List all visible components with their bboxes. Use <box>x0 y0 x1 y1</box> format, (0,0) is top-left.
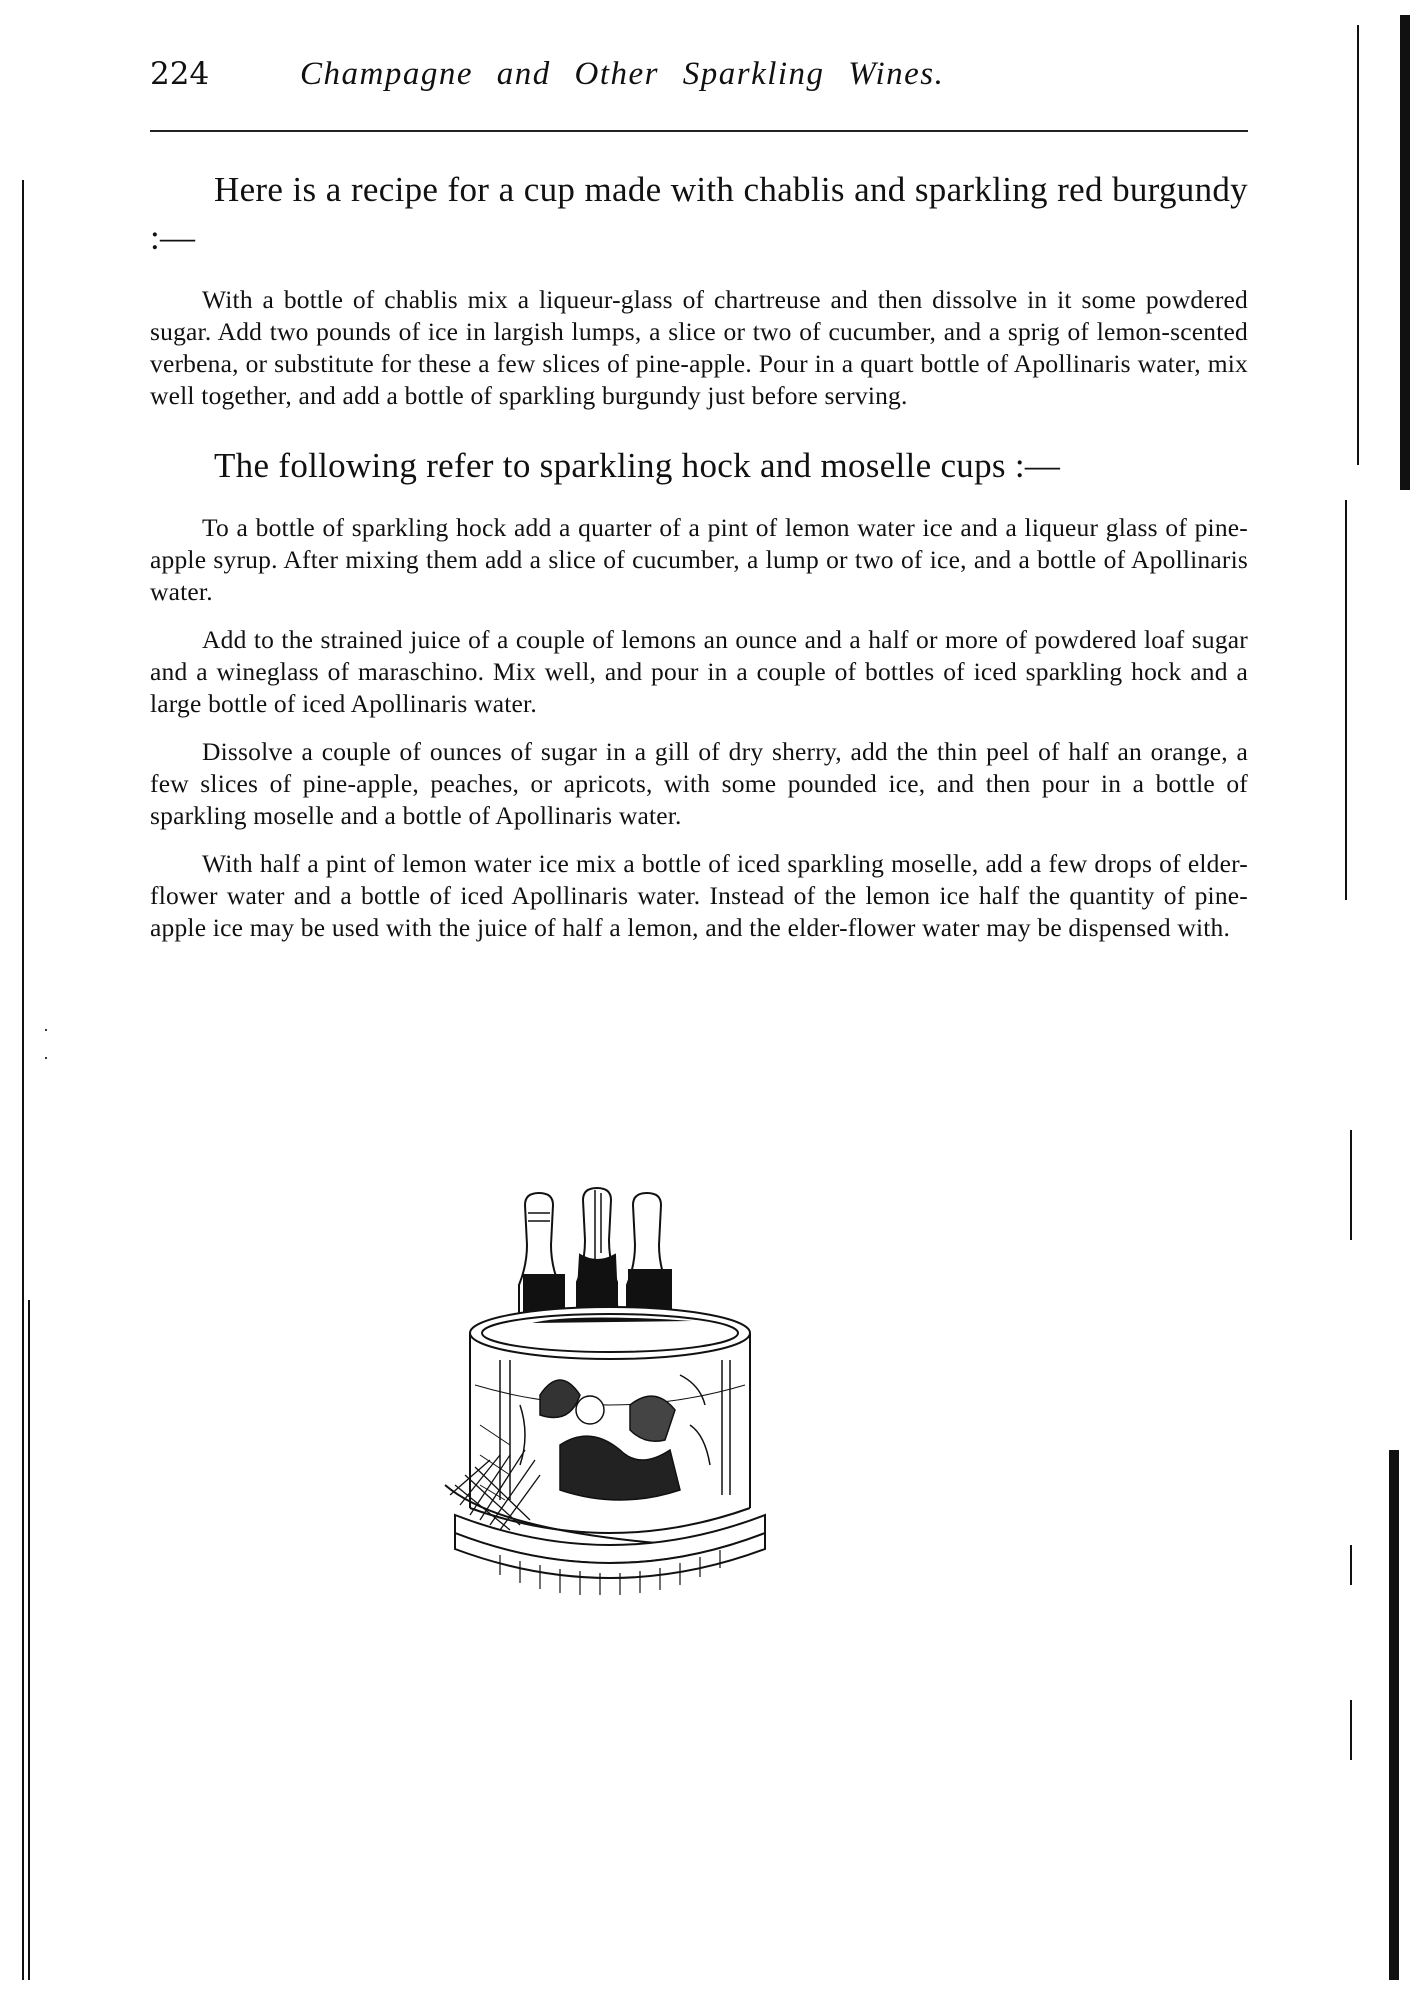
scan-edge-line <box>1350 1130 1352 1240</box>
recipe-paragraph: Add to the strained juice of a couple of lemons an ounce and a half or more of powdered loaf sugar and a wineglass of maraschino. Mix well, and pour in a couple of bottles of iced sparkling hock and a large bottle of iced Apollinaris water. <box>150 625 1248 718</box>
recipe-paragraph: To a bottle of sparkling hock add a quarter of a pint of lemon water ice and a liqueur glass of pine-apple syrup. After mixing them add a slice of cucumber, a lump or two of ice, and a bottle of Apollinaris water. <box>150 513 1248 606</box>
stray-mark: · <box>43 1048 49 1068</box>
scan-edge-line <box>28 1300 30 1980</box>
book-page <box>150 56 1248 960</box>
section-intro: Here is a recipe for a cup made with chablis and sparkling red burgundy :— <box>150 170 1248 257</box>
champagne-bottles-in-ice-pail-icon <box>440 1185 910 1625</box>
scan-edge-line <box>1389 1450 1399 1980</box>
scan-edge-line <box>1357 25 1359 465</box>
page-number: 224 <box>150 56 210 92</box>
scan-edge-line <box>1400 15 1410 490</box>
recipe-paragraph: With half a pint of lemon water ice mix a bottle of iced sparkling moselle, add a few drops of elder-flower water and a bottle of iced Apollinaris water. Instead of the lemon ice half the quantity of pine-apple ice may be used with the juice of half a lemon, and the elder-flower water may be dispensed with. <box>150 849 1248 942</box>
running-title: Champagne and Other Sparkling Wines. <box>300 56 945 92</box>
section-intro: The following refer to sparkling hock and moselle cups :— <box>214 446 1061 485</box>
stray-mark: · <box>43 1020 49 1040</box>
recipe-paragraph: With a bottle of chablis mix a liqueur-glass of chartreuse and then dissolve in it some powdered sugar. Add two pounds of ice in largish lumps, a slice or two of cucumber, and a sprig of lemon-scented verbena, or substitute for these a few slices of pine-apple. Pour in a quart bottle of Apollinaris water, mix well together, and add a bottle of sparkling burgundy just before serving. <box>150 285 1248 410</box>
running-head <box>150 56 1248 132</box>
scan-edge-line <box>1350 1545 1352 1585</box>
recipe-paragraph: Dissolve a couple of ounces of sugar in a gill of dry sherry, add the thin peel of half an orange, a few slices of pine-apple, peaches, or apricots, with some pounded ice, and then pour in a bottle of sparkling moselle and a bottle of Apollinaris water. <box>150 737 1248 830</box>
scan-edge-line <box>1345 500 1347 900</box>
scan-edge-line <box>22 180 24 1980</box>
scan-edge-line <box>1350 1700 1352 1760</box>
